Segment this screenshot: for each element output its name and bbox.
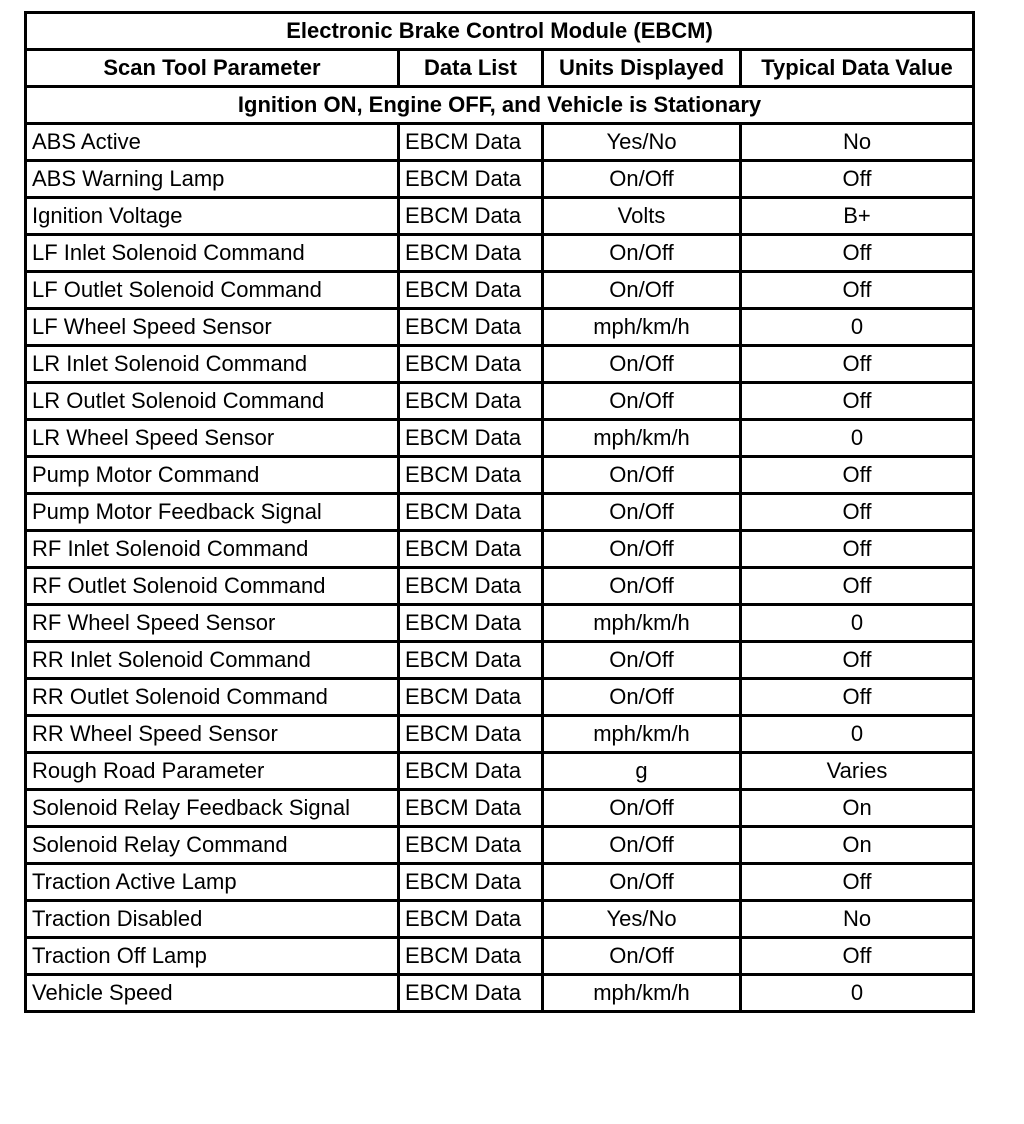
- parameter-cell: ABS Warning Lamp: [26, 161, 399, 198]
- data-list-cell: EBCM Data: [399, 901, 543, 938]
- table-row: [26, 383, 974, 420]
- table-row: [26, 938, 974, 975]
- typical-value-cell: Off: [741, 642, 974, 679]
- table-row: [26, 642, 974, 679]
- units-cell: On/Off: [543, 938, 741, 975]
- typical-value-cell: 0: [741, 309, 974, 346]
- parameter-cell: RR Outlet Solenoid Command: [26, 679, 399, 716]
- header-units-displayed: Units Displayed: [543, 50, 741, 87]
- units-cell: On/Off: [543, 642, 741, 679]
- typical-value-cell: 0: [741, 420, 974, 457]
- typical-value-cell: Off: [741, 161, 974, 198]
- typical-value-cell: 0: [741, 975, 974, 1012]
- parameter-cell: Traction Off Lamp: [26, 938, 399, 975]
- table-row: [26, 457, 974, 494]
- table-row: [26, 864, 974, 901]
- data-list-cell: EBCM Data: [399, 716, 543, 753]
- parameter-cell: RR Inlet Solenoid Command: [26, 642, 399, 679]
- data-list-cell: EBCM Data: [399, 420, 543, 457]
- typical-value-cell: Varies: [741, 753, 974, 790]
- table-row: [26, 975, 974, 1012]
- typical-value-cell: Off: [741, 383, 974, 420]
- table-row: [26, 420, 974, 457]
- table-row: [26, 790, 974, 827]
- typical-value-cell: 0: [741, 605, 974, 642]
- header-data-list: Data List: [399, 50, 543, 87]
- typical-value-cell: Off: [741, 864, 974, 901]
- units-cell: Yes/No: [543, 124, 741, 161]
- typical-value-cell: Off: [741, 346, 974, 383]
- data-list-cell: EBCM Data: [399, 161, 543, 198]
- parameter-cell: Rough Road Parameter: [26, 753, 399, 790]
- data-list-cell: EBCM Data: [399, 938, 543, 975]
- data-list-cell: EBCM Data: [399, 753, 543, 790]
- table-row: [26, 494, 974, 531]
- data-list-cell: EBCM Data: [399, 568, 543, 605]
- data-list-cell: EBCM Data: [399, 864, 543, 901]
- data-list-cell: EBCM Data: [399, 605, 543, 642]
- table-condition-row: [26, 87, 974, 124]
- table-row: [26, 346, 974, 383]
- typical-value-cell: 0: [741, 716, 974, 753]
- parameter-cell: Solenoid Relay Command: [26, 827, 399, 864]
- parameter-cell: Traction Disabled: [26, 901, 399, 938]
- units-cell: On/Off: [543, 235, 741, 272]
- data-list-cell: EBCM Data: [399, 309, 543, 346]
- typical-value-cell: Off: [741, 272, 974, 309]
- units-cell: On/Off: [543, 383, 741, 420]
- data-list-cell: EBCM Data: [399, 679, 543, 716]
- units-cell: On/Off: [543, 827, 741, 864]
- parameter-cell: LR Inlet Solenoid Command: [26, 346, 399, 383]
- header-typical-data-value: Typical Data Value: [741, 50, 974, 87]
- typical-value-cell: Off: [741, 531, 974, 568]
- data-list-cell: EBCM Data: [399, 790, 543, 827]
- data-list-cell: EBCM Data: [399, 198, 543, 235]
- table-condition: Ignition ON, Engine OFF, and Vehicle is Stationary: [26, 87, 974, 124]
- data-list-cell: EBCM Data: [399, 235, 543, 272]
- units-cell: On/Off: [543, 494, 741, 531]
- table-row: [26, 753, 974, 790]
- table-header-row: [26, 50, 974, 87]
- typical-value-cell: No: [741, 901, 974, 938]
- table-body: [26, 124, 974, 1012]
- units-cell: Yes/No: [543, 901, 741, 938]
- units-cell: mph/km/h: [543, 420, 741, 457]
- table-row: [26, 124, 974, 161]
- units-cell: Volts: [543, 198, 741, 235]
- table-row: [26, 605, 974, 642]
- units-cell: On/Off: [543, 864, 741, 901]
- units-cell: mph/km/h: [543, 605, 741, 642]
- table-row: [26, 716, 974, 753]
- header-scan-tool-parameter: Scan Tool Parameter: [26, 50, 399, 87]
- units-cell: On/Off: [543, 346, 741, 383]
- parameter-cell: Traction Active Lamp: [26, 864, 399, 901]
- data-list-cell: EBCM Data: [399, 975, 543, 1012]
- units-cell: On/Off: [543, 790, 741, 827]
- table-row: [26, 568, 974, 605]
- table-row: [26, 531, 974, 568]
- data-list-cell: EBCM Data: [399, 346, 543, 383]
- data-list-cell: EBCM Data: [399, 457, 543, 494]
- parameter-cell: ABS Active: [26, 124, 399, 161]
- parameter-cell: Ignition Voltage: [26, 198, 399, 235]
- table-row: [26, 161, 974, 198]
- table-row: [26, 901, 974, 938]
- parameter-cell: LF Wheel Speed Sensor: [26, 309, 399, 346]
- table-row: [26, 235, 974, 272]
- ebcm-data-table: [24, 11, 975, 1013]
- units-cell: g: [543, 753, 741, 790]
- data-list-cell: EBCM Data: [399, 124, 543, 161]
- table-title-row: [26, 13, 974, 50]
- parameter-cell: Vehicle Speed: [26, 975, 399, 1012]
- units-cell: mph/km/h: [543, 716, 741, 753]
- parameter-cell: RF Wheel Speed Sensor: [26, 605, 399, 642]
- parameter-cell: LR Wheel Speed Sensor: [26, 420, 399, 457]
- units-cell: On/Off: [543, 161, 741, 198]
- parameter-cell: RF Outlet Solenoid Command: [26, 568, 399, 605]
- parameter-cell: RF Inlet Solenoid Command: [26, 531, 399, 568]
- table-row: [26, 272, 974, 309]
- typical-value-cell: B+: [741, 198, 974, 235]
- units-cell: On/Off: [543, 568, 741, 605]
- data-list-cell: EBCM Data: [399, 494, 543, 531]
- typical-value-cell: Off: [741, 568, 974, 605]
- units-cell: On/Off: [543, 272, 741, 309]
- parameter-cell: Pump Motor Feedback Signal: [26, 494, 399, 531]
- typical-value-cell: Off: [741, 235, 974, 272]
- typical-value-cell: On: [741, 790, 974, 827]
- units-cell: mph/km/h: [543, 309, 741, 346]
- typical-value-cell: Off: [741, 679, 974, 716]
- table-title: Electronic Brake Control Module (EBCM): [26, 13, 974, 50]
- units-cell: mph/km/h: [543, 975, 741, 1012]
- typical-value-cell: Off: [741, 457, 974, 494]
- typical-value-cell: Off: [741, 938, 974, 975]
- parameter-cell: Solenoid Relay Feedback Signal: [26, 790, 399, 827]
- data-list-cell: EBCM Data: [399, 383, 543, 420]
- data-list-cell: EBCM Data: [399, 642, 543, 679]
- parameter-cell: LF Inlet Solenoid Command: [26, 235, 399, 272]
- typical-value-cell: No: [741, 124, 974, 161]
- parameter-cell: RR Wheel Speed Sensor: [26, 716, 399, 753]
- parameter-cell: Pump Motor Command: [26, 457, 399, 494]
- table-row: [26, 679, 974, 716]
- units-cell: On/Off: [543, 531, 741, 568]
- units-cell: On/Off: [543, 679, 741, 716]
- typical-value-cell: Off: [741, 494, 974, 531]
- data-list-cell: EBCM Data: [399, 272, 543, 309]
- table-row: [26, 827, 974, 864]
- parameter-cell: LF Outlet Solenoid Command: [26, 272, 399, 309]
- units-cell: On/Off: [543, 457, 741, 494]
- parameter-cell: LR Outlet Solenoid Command: [26, 383, 399, 420]
- data-list-cell: EBCM Data: [399, 827, 543, 864]
- data-list-cell: EBCM Data: [399, 531, 543, 568]
- table-row: [26, 198, 974, 235]
- typical-value-cell: On: [741, 827, 974, 864]
- table-row: [26, 309, 974, 346]
